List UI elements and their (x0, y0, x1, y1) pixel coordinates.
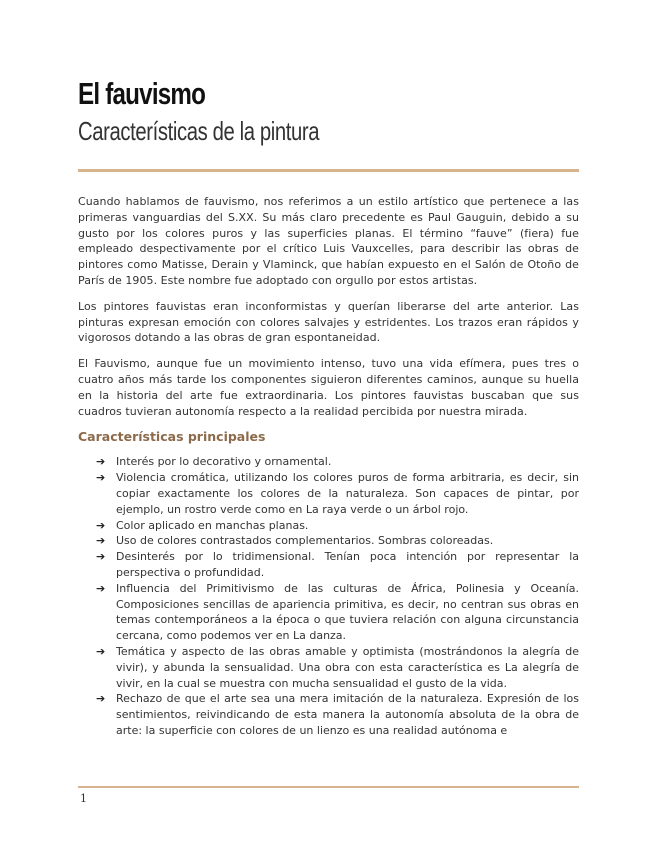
bottom-divider (78, 786, 579, 788)
arrow-icon: ➔ (96, 455, 106, 469)
list-item (96, 470, 579, 517)
arrow-icon: ➔ (96, 692, 106, 706)
list-item (96, 533, 579, 549)
arrow-icon: ➔ (96, 471, 106, 485)
section-heading: Características principales (78, 429, 266, 445)
paragraph-ephemeral: El Fauvismo, aunque fue un movimiento intenso, tuvo una vida efímera, pues tres o cuatro años más tarde los componentes siguieron diferentes caminos, aunque su huella en la historia del arte fue extraordinaria. Los pintores fauvistas buscaban que sus cuadros tuvieran autonomía respecto a la realidad percibida por nuestra mirada. (78, 357, 579, 418)
list-item-text: Temática y aspecto de las obras amable y optimista (mostrándonos la alegría de vivir), y abunda la sensualidad. Una obra con esta característica es La alegría de vivir, en la cual se muestra con mucha sensualidad el gusto de la vida. (116, 644, 579, 690)
list-item-text: Influencia del Primitivismo de las culturas de África, Polinesia y Oceanía. Composiciones sencillas de apariencia primitiva, es decir, no centran sus obras en temas contemporáneos a la época o que tuviera relación con alguna circunstancia cercana, como podemos ver en La danza. (116, 581, 579, 643)
list-item (96, 691, 579, 738)
arrow-icon: ➔ (96, 581, 106, 595)
list-item-text: Color aplicado en manchas planas. (116, 518, 309, 532)
arrow-icon: ➔ (96, 518, 106, 532)
list-item (96, 644, 579, 691)
document-body (78, 194, 579, 739)
list-item (96, 549, 579, 581)
list-item-text: Violencia cromática, utilizando los colores puros de forma arbitraria, es decir, sin copiar exactamente los colores de la naturaleza. Son capaces de pintar, por ejemplo, un rostro verde como en La raya verde o un árbol rojo. (116, 471, 579, 516)
arrow-icon: ➔ (96, 534, 106, 548)
list-item-text: Interés por lo decorativo y ornamental. (116, 455, 332, 469)
list-item-text: Rechazo de que el arte sea una mera imitación de la naturaleza. Expresión de los sentimientos, reivindicando de esta manera la autonomía absoluta de la obra de arte: la superficie con colores de un lienzo es una realidad autónoma e (116, 692, 579, 737)
paragraph-intro: Cuando hablamos de fauvismo, nos referimos a un estilo artístico que pertenece a las primeras vanguardias del S.XX. Su más claro precedente es Paul Gauguin, debido a su gusto por los colores puros y las superficies planas. El término “fauve” (fiera) fue empleado despectivamente por el crítico Luis Vauxcelles, para describir las obras de pintores como Matisse, Derain y Vlaminck, que habían expuesto en el Salón de Otoño de París de 1905. Este nombre fue adoptado con orgullo por estos artistas. (78, 195, 579, 287)
characteristics-list (78, 454, 579, 738)
list-item-text: Desinterés por lo tridimensional. Tenían poca intención por representar la perspectiva o profundidad. (116, 550, 579, 579)
arrow-icon: ➔ (96, 644, 106, 658)
arrow-icon: ➔ (96, 550, 106, 564)
list-item (96, 581, 579, 644)
page-subtitle: Características de la pintura (78, 116, 320, 146)
list-item (96, 518, 579, 534)
paragraph-nonconformists: Los pintores fauvistas eran inconformistas y querían liberarse del arte anterior. Las pinturas expresan emoción con colores salvajes y estridentes. Los trazos eran rápidos y vigorosos dotando a las obras de gran espontaneidad. (78, 299, 579, 345)
page-title: El fauvismo (78, 76, 206, 111)
list-item (96, 454, 579, 470)
list-item-text: Uso de colores contrastados complementarios. Sombras coloreadas. (116, 534, 494, 548)
page-number: 1 (80, 792, 87, 805)
top-divider (78, 169, 579, 172)
